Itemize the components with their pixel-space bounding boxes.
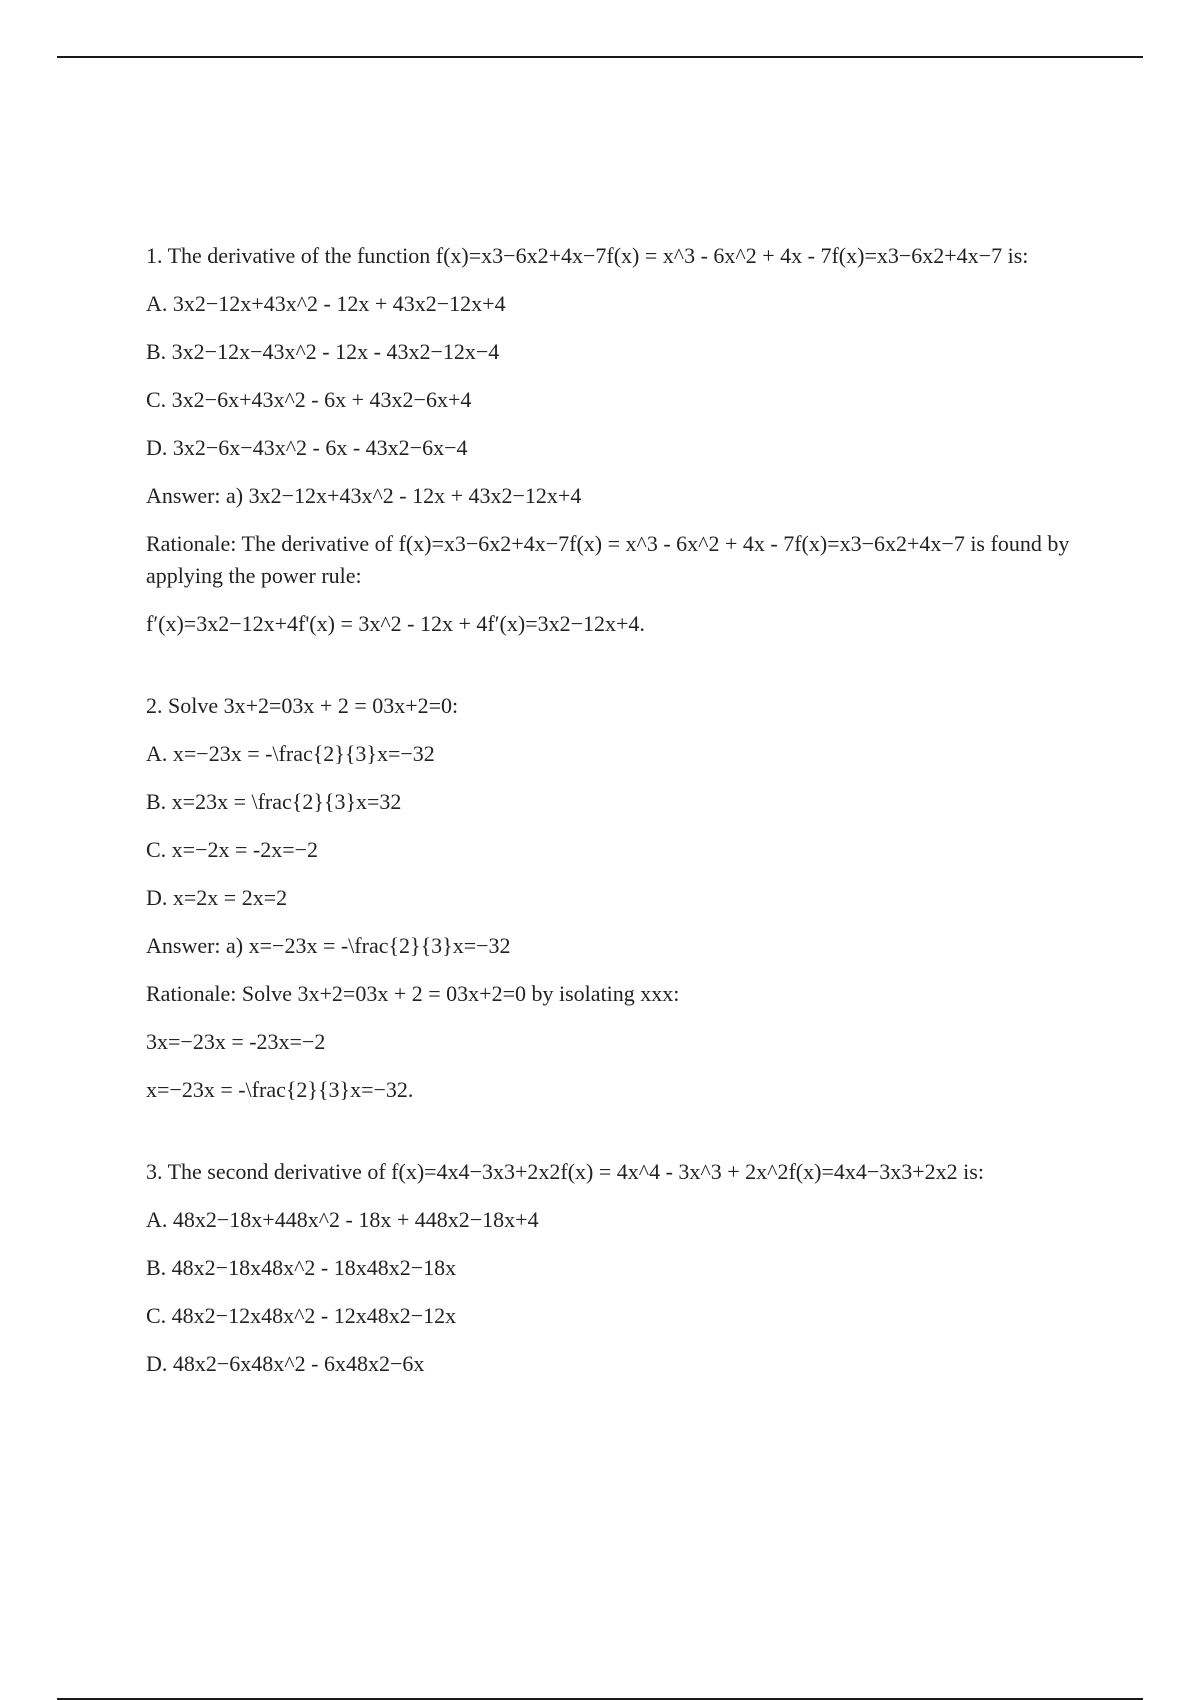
option-d: D. 48x2−6x48x^2 - 6x48x2−6x xyxy=(146,1351,425,1376)
answer: Answer: a) x=−23x = -\frac{2}{3}x=−32 xyxy=(146,933,511,958)
option-a: A. 3x2−12x+43x^2 - 12x + 43x2−12x+4 xyxy=(146,291,506,316)
document-body xyxy=(146,240,1096,1430)
rationale-step: 3x=−23x = -23x=−2 xyxy=(146,1029,326,1054)
rationale: Rationale: The derivative of f(x)=x3−6x2+4x−7f(x) = x^3 - 6x^2 + 4x - 7f(x)=x3−6x2+4x−7 is found by applying the power rule: xyxy=(146,531,1070,588)
question-3 xyxy=(146,1156,1096,1380)
option-a: A. x=−23x = -\frac{2}{3}x=−32 xyxy=(146,741,435,766)
answer: Answer: a) 3x2−12x+43x^2 - 12x + 43x2−12x+4 xyxy=(146,483,582,508)
option-c: C. x=−2x = -2x=−2 xyxy=(146,837,319,862)
option-b: B. x=23x = \frac{2}{3}x=32 xyxy=(146,789,402,814)
option-c: C. 48x2−12x48x^2 - 12x48x2−12x xyxy=(146,1303,457,1328)
question-prompt: 2. Solve 3x+2=03x + 2 = 03x+2=0: xyxy=(146,693,459,718)
option-a: A. 48x2−18x+448x^2 - 18x + 448x2−18x+4 xyxy=(146,1207,539,1232)
question-prompt: 3. The second derivative of f(x)=4x4−3x3+2x2f(x) = 4x^4 - 3x^3 + 2x^2f(x)=4x4−3x3+2x2 is: xyxy=(146,1159,984,1184)
option-b: B. 48x2−18x48x^2 - 18x48x2−18x xyxy=(146,1255,457,1280)
rationale-step: x=−23x = -\frac{2}{3}x=−32. xyxy=(146,1077,414,1102)
question-prompt: 1. The derivative of the function f(x)=x3−6x2+4x−7f(x) = x^3 - 6x^2 + 4x - 7f(x)=x3−6x2+4x−7 is: xyxy=(146,243,1029,268)
question-1 xyxy=(146,240,1096,640)
rationale-step: f′(x)=3x2−12x+4f'(x) = 3x^2 - 12x + 4f′(x)=3x2−12x+4. xyxy=(146,611,645,636)
header-rule xyxy=(57,56,1143,58)
option-c: C. 3x2−6x+43x^2 - 6x + 43x2−6x+4 xyxy=(146,387,472,412)
option-b: B. 3x2−12x−43x^2 - 12x - 43x2−12x−4 xyxy=(146,339,500,364)
question-2 xyxy=(146,690,1096,1106)
option-d: D. 3x2−6x−43x^2 - 6x - 43x2−6x−4 xyxy=(146,435,468,460)
option-d: D. x=2x = 2x=2 xyxy=(146,885,288,910)
rationale: Rationale: Solve 3x+2=03x + 2 = 03x+2=0 by isolating xxx: xyxy=(146,981,680,1006)
